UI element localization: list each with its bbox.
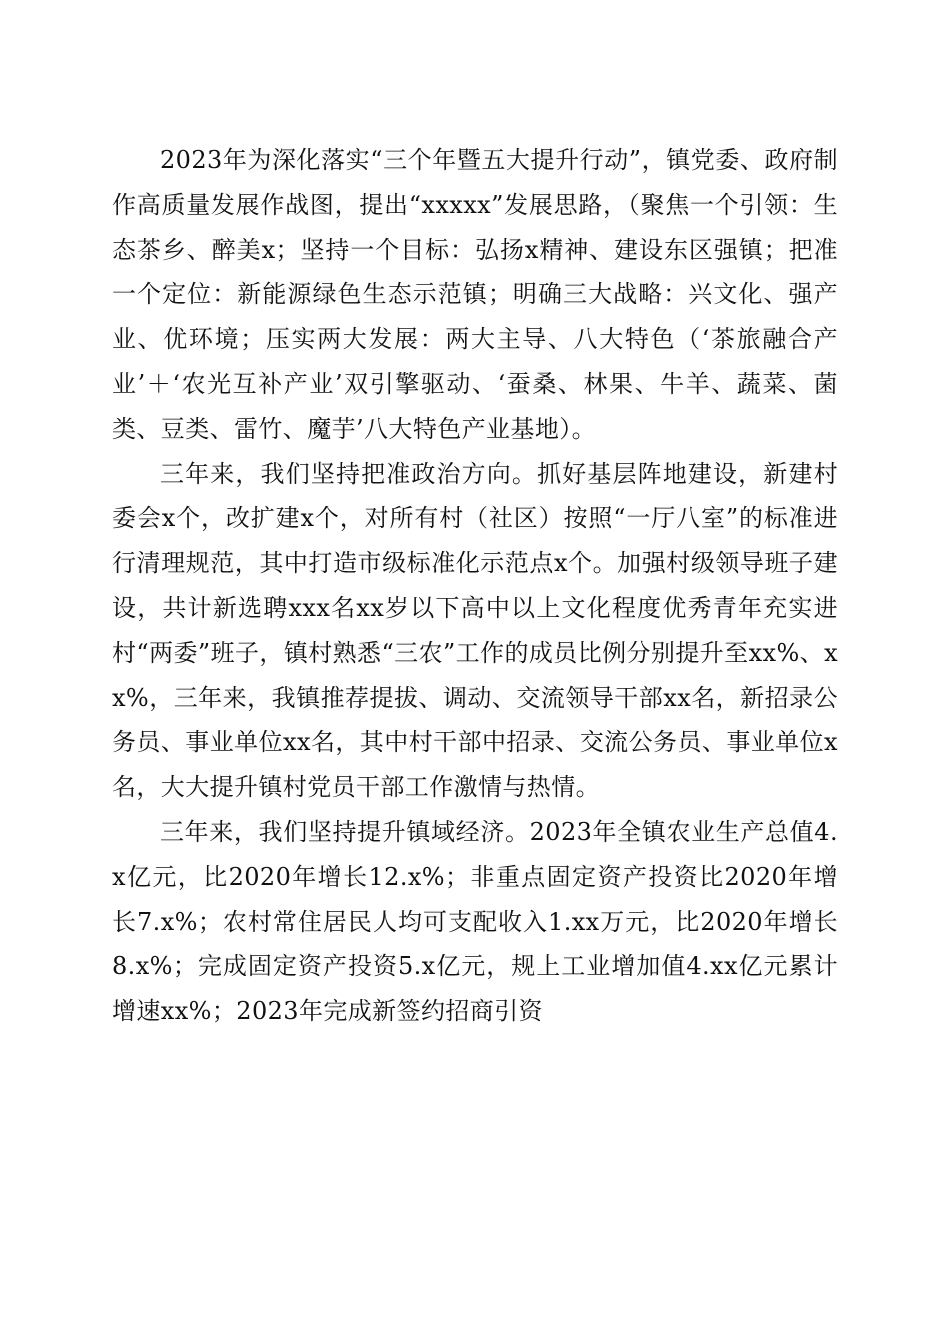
paragraph-political-direction: 三年来，我们坚持把准政治方向。抓好基层阵地建设，新建村委会x个，改扩建x个，对所有村（社区）按照“一厅八室”的标准进行清理规范，其中打造市级标准化示范点x个。加强村级领导班子建设，共计新选聘xxx名xx岁以下高中以上文化程度优秀青年充实进村“两委”班子，镇村熟悉“三农”工作的成员比例分别提升至xx%、xx%，三年来，我镇推荐提拔、调动、交流领导干部xx名，新招录公务员、事业单位xx名，其中村干部中招录、交流公务员、事业单位x名，大大提升镇村党员干部工作激情与热情。: [112, 459, 838, 802]
document-body: [112, 138, 838, 1034]
paragraph-town-economy: 三年来，我们坚持提升镇域经济。2023年全镇农业生产总值4.x亿元，比2020年增长12.x%；非重点固定资产投资比2020年增长7.x%；农村常住居民人均可支配收入1.xx万元，比2020年增长8.x%；完成固定资产投资5.x亿元，规上工业增加值4.xx亿元累计增速xx%；2023年完成新签约招商引资: [112, 817, 838, 1026]
paragraph-development-plan: 2023年为深化落实“三个年暨五大提升行动”，镇党委、政府制作高质量发展作战图，提出“xxxxx”发展思路，（聚焦一个引领：生态茶乡、醉美x；坚持一个目标：弘扬x精神、建设东区强镇；把准一个定位：新能源绿色生态示范镇；明确三大战略：兴文化、强产业、优环境；压实两大发展：两大主导、八大特色（‘茶旅融合产业’＋‘农光互补产业’双引擎驱动、‘蚕桑、林果、牛羊、蔬菜、菌类、豆类、雷竹、魔芋’八大特色产业基地）。: [112, 146, 838, 443]
